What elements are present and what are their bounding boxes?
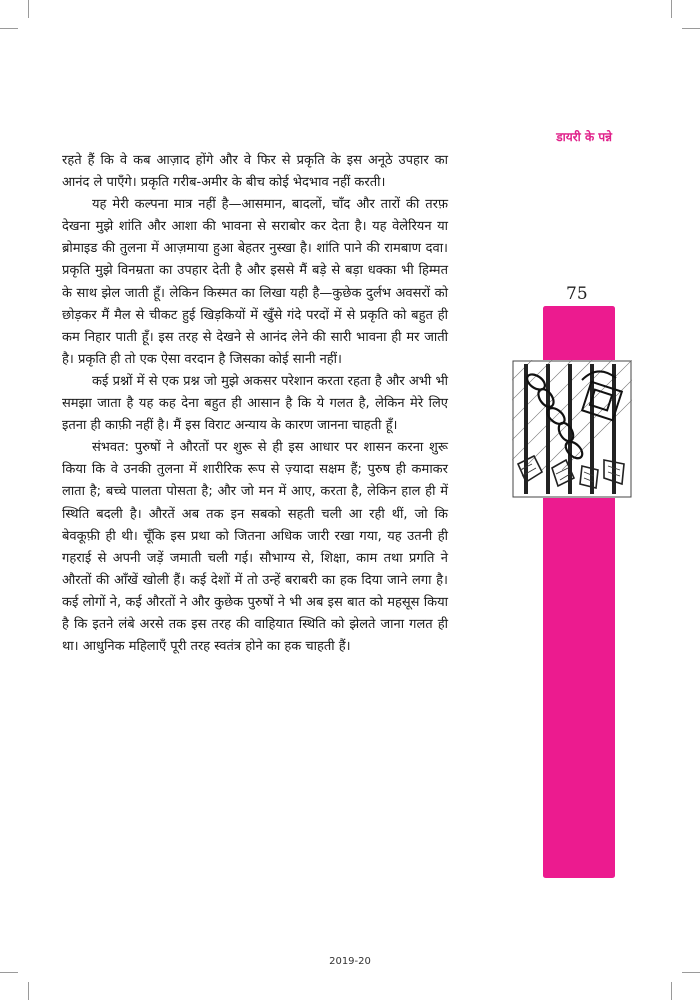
paragraph-1: रहते हैं कि वे कब आज़ाद होंगे और वे फिर से प्रकृति के इस अनूठे उपहार का आनंद ले पाएँगे। प्रकृति गरीब-अमीर के बीच कोई भेदभाव नहीं करती। (62, 153, 448, 191)
paragraph-2: यह मेरी कल्पना मात्र नहीं है—आसमान, बादलों, चाँद और तारों की तरफ़ देखना मुझे शांति और आशा की भावना से सराबोर कर देता है। यह वेलेरियन या ब्रोमाइड की तुलना में आज़माया हुआ बेहतर नुस्खा है। शांति पाने की रामबाण दवा। प्रकृति मुझे विनम्रता का उपहार देती है और इससे मैं बड़े से बड़ा धक्का भी हिम्मत के साथ झेल जाती हूँ। लेकिन किस्मत का लिखा यही है—कुछेक दुर्लभ अवसरों को छोड़कर मैं मैल से चीकट हुई खिड़कियों में खुँसे गंदे परदों में से प्रकृति को बहुत ही कम निहार पाती हूँ। इस तरह से देखने से आनंद लेने की सारी भावना ही मर जाती है। प्रकृति ही तो एक ऐसा वरदान है जिसका कोई सानी नहीं। (62, 197, 448, 367)
crop-mark-bottom-left-v (28, 982, 29, 1000)
paragraph-4: संभवत: पुरुषों ने औरतों पर शुरू से ही इस आधार पर शासन करना शुरू किया कि वे उनकी तुलना में शारीरिक रूप से ज़्यादा सक्षम हैं; पुरुष ही कमाकर लाता है; बच्चे पालता पोसता है; और जो मन में आए, करता है, लेकिन हाल ही में स्थिति बदली है। औरतें अब तक इन सबको सहती चली आ रही थीं, जो कि बेवकूफ़ी ही थी। चूँकि इस प्रथा को जितना अधिक जारी रखा गया, यह उतनी ही गहराई से अपनी जड़ें जमाती चली गई। सौभाग्य से, शिक्षा, काम तथा प्रगति ने औरतों की आँखें खोली हैं। कई देशों में तो उन्हें बराबरी का हक दिया जाने लगा है। कई लोगों ने, कई औरतों ने और कुछेक पुरुषों ने भी अब इस बात को महसूस किया है कि इतने लंबे अरसे तक इस तरह की वाहियात स्थिति को झेलते जाना गलत ही था। आधुनिक महिलाएँ पूरी तरह स्वतंत्र होने का हक चाहती हैं। (62, 440, 448, 655)
footer-year: 2019-20 (329, 956, 371, 967)
paragraph-3: कई प्रश्नों में से एक प्रश्न जो मुझे अकसर परेशान करता रहता है और अभी भी समझा जाता है यह कह देना बहुत ही आसान है कि ये गलत है, लेकिन मेरे लिए इतना ही काफ़ी नहीं है। मैं इस विराट अन्याय के कारण जानना चाहती हूँ। (62, 373, 448, 434)
crop-mark-bottom-right-v (671, 982, 672, 1000)
chains-and-bars-illustration (512, 360, 632, 498)
illustration-drawing (512, 360, 632, 498)
crop-mark-top-right-v (671, 0, 672, 18)
page-number: 75 (566, 284, 588, 304)
body-text (62, 150, 448, 658)
crop-mark-top-left-h (0, 28, 18, 29)
crop-mark-bottom-right-h (682, 972, 700, 973)
crop-mark-top-right-h (682, 28, 700, 29)
crop-mark-top-left-v (28, 0, 29, 18)
running-header: डायरी के पन्ने (556, 130, 612, 144)
crop-mark-bottom-left-h (0, 972, 18, 973)
